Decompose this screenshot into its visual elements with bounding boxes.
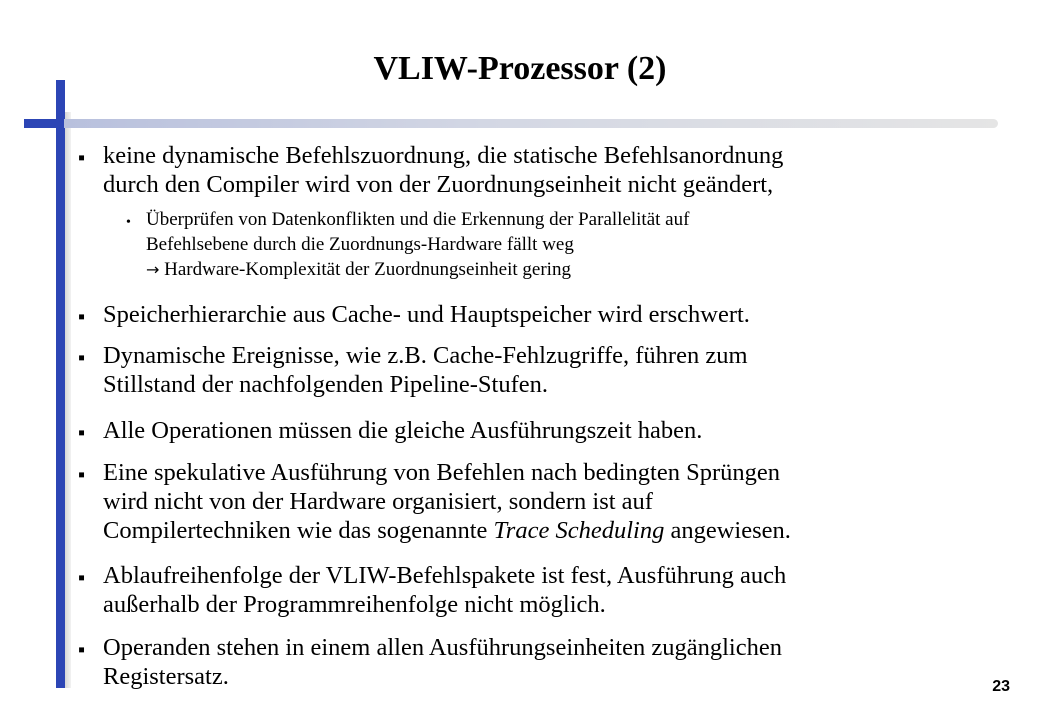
item-2-line-1: Speicherhierarchie aus Cache- und Hauptspeicher wird erschwert. bbox=[103, 301, 750, 328]
square-bullet-icon: ▪ bbox=[78, 639, 86, 661]
square-bullet-icon: ▪ bbox=[78, 147, 86, 169]
item-5-line-3: Compilertechniken wie das sogenannte Trace Scheduling angewiesen. bbox=[103, 517, 791, 544]
item-3-line-2: Stillstand der nachfolgenden Pipeline-Stufen. bbox=[103, 371, 548, 398]
square-bullet-icon: ▪ bbox=[78, 422, 86, 444]
slide-title: VLIW-Prozessor (2) bbox=[373, 50, 667, 87]
item-6-line-2: außerhalb der Programmreihenfolge nicht möglich. bbox=[103, 591, 606, 618]
item-5-line-1: Eine spekulative Ausführung von Befehlen nach bedingten Sprüngen bbox=[103, 459, 780, 486]
square-bullet-icon: ▪ bbox=[78, 567, 86, 589]
square-bullet-icon: ▪ bbox=[78, 306, 86, 328]
sub-bullet-icon: • bbox=[126, 215, 131, 230]
item-6-line-1: Ablaufreihenfolge der VLIW-Befehlspakete ist fest, Ausführung auch bbox=[103, 562, 787, 589]
item-7-line-2: Registersatz. bbox=[103, 663, 229, 690]
item-7-line-1: Operanden stehen in einem allen Ausführungseinheiten zugänglichen bbox=[103, 634, 782, 661]
right-arrow-icon: → bbox=[146, 260, 160, 279]
item-1-sub-conclusion: → Hardware-Komplexität der Zuordnungseinheit gering bbox=[146, 259, 571, 280]
item-1-line-1: keine dynamische Befehlszuordnung, die statische Befehlsanordnung bbox=[103, 142, 784, 169]
trace-scheduling-term: Trace Scheduling bbox=[493, 517, 665, 544]
square-bullet-icon: ▪ bbox=[78, 464, 86, 486]
square-bullet-icon: ▪ bbox=[78, 347, 86, 369]
item-1-line-2: durch den Compiler wird von der Zuordnungseinheit nicht geändert, bbox=[103, 171, 774, 198]
page-number: 23 bbox=[992, 678, 1010, 695]
item-4-line-1: Alle Operationen müssen die gleiche Ausführungszeit haben. bbox=[103, 417, 703, 444]
item-5-line-2: wird nicht von der Hardware organisiert, sondern ist auf bbox=[103, 488, 653, 515]
item-1-sub-line-2: Befehlsebene durch die Zuordnungs-Hardware fällt weg bbox=[146, 234, 574, 255]
item-3-line-1: Dynamische Ereignisse, wie z.B. Cache-Fehlzugriffe, führen zum bbox=[103, 342, 748, 369]
item-1-sub-line-1: Überprüfen von Datenkonflikten und die Erkennung der Parallelität auf bbox=[146, 209, 690, 230]
